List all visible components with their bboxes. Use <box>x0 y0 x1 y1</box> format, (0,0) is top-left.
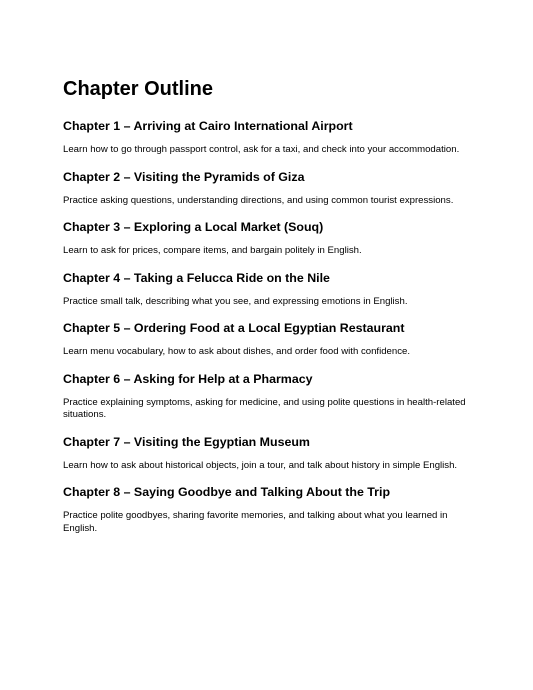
chapter-heading: Chapter 8 – Saying Goodbye and Talking About the Trip <box>63 485 391 499</box>
chapter-description: Practice polite goodbyes, sharing favorite memories, and talking about what you learned in English. <box>63 510 448 534</box>
chapter-2 <box>63 170 473 208</box>
chapter-description: Practice explaining symptoms, asking for medicine, and using polite questions in health-related situations. <box>63 396 466 420</box>
chapter-7 <box>63 435 473 473</box>
chapter-heading: Chapter 5 – Ordering Food at a Local Egyptian Restaurant <box>63 321 405 335</box>
chapter-description: Learn to ask for prices, compare items, and bargain politely in English. <box>63 245 362 256</box>
chapter-description: Learn menu vocabulary, how to ask about dishes, and order food with confidence. <box>63 346 411 357</box>
chapter-5 <box>63 321 473 359</box>
chapter-description: Practice asking questions, understanding directions, and using common tourist expressions. <box>63 194 454 206</box>
chapter-heading: Chapter 4 – Taking a Felucca Ride on the Nile <box>63 270 330 285</box>
chapter-description: Learn how to go through passport control, ask for a taxi, and check into your accommodation. <box>63 144 460 155</box>
chapter-heading: Chapter 2 – Visiting the Pyramids of Giza <box>63 169 305 184</box>
document-page <box>63 78 473 548</box>
chapter-heading: Chapter 7 – Visiting the Egyptian Museum <box>63 434 310 449</box>
chapter-heading: Chapter 6 – Asking for Help at a Pharmacy <box>63 371 313 386</box>
chapter-3 <box>63 220 473 258</box>
chapter-heading: Chapter 3 – Exploring a Local Market (Souq) <box>63 220 324 234</box>
chapter-description: Learn how to ask about historical objects, join a tour, and talk about history in simple English. <box>63 459 458 471</box>
chapter-heading: Chapter 1 – Arriving at Cairo International Airport <box>63 119 353 133</box>
chapter-1 <box>63 119 473 157</box>
chapter-8 <box>63 485 473 535</box>
chapter-6 <box>63 372 473 422</box>
chapter-4 <box>63 271 473 309</box>
page-title: Chapter Outline <box>63 78 214 100</box>
chapter-description: Practice small talk, describing what you see, and expressing emotions in English. <box>63 295 408 307</box>
